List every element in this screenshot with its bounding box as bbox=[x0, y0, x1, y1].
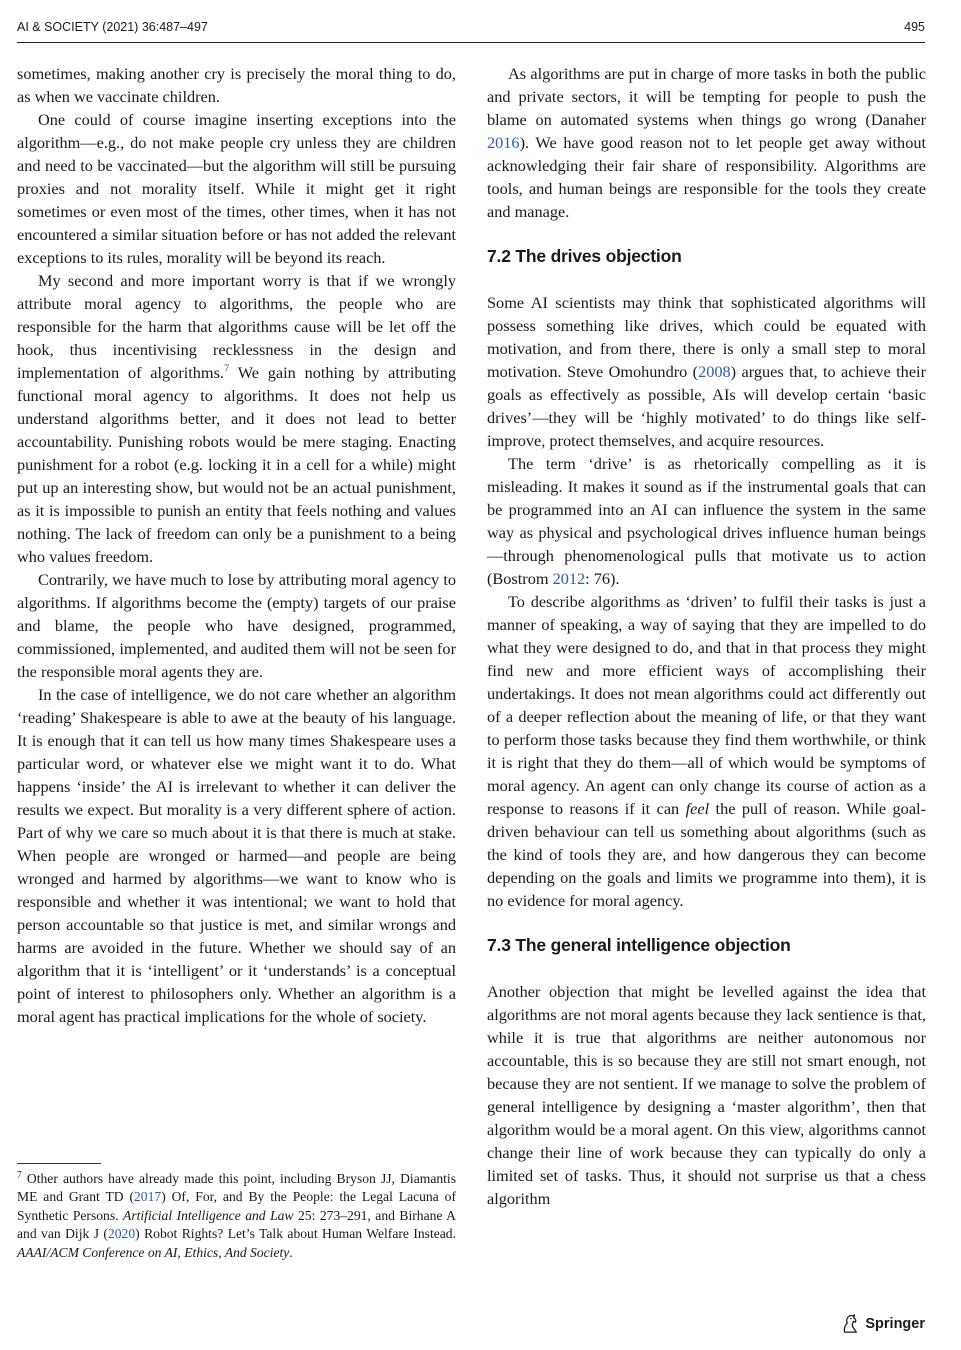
citation-link[interactable]: 2012 bbox=[552, 569, 586, 588]
footnote-text: . bbox=[289, 1244, 293, 1260]
footnote bbox=[17, 1170, 456, 1262]
paragraph: In the case of intelligence, we do not care whether an algorithm ‘reading’ Shakespeare is able to awe at the beauty of his language. It is enough that it can tell us how many times Shakespeare uses a particular word, or whatever else we might want it to do. What happens ‘inside’ the AI is irrelevant to whether it can deliver the results we expect. But morality is a very different sphere of action. Part of why we care so much about it is that there is much at stake. When people are wronged or harmed—and people are being wronged and harmed by algorithms—we want to know who is responsible and whether it was intentional; we want to hold that person accountable so that justice is met, and similar wrongs and harms are avoided in the future. Whether we should say of an algorithm that it is ‘intelligent’ or it ‘understands’ is a conceptual point of interest to philosophers only. Whether an algorithm is a moral agent has practical implications for the whole of society. bbox=[17, 685, 456, 1026]
running-header bbox=[17, 18, 925, 43]
emphasis: feel bbox=[685, 799, 710, 818]
citation-link[interactable]: 2020 bbox=[107, 1226, 136, 1242]
journal-citation: AI & SOCIETY (2021) 36:487–497 bbox=[17, 20, 208, 34]
paragraph: Contrarily, we have much to lose by attributing moral agency to algorithms. If algorithms become the (empty) targets of our praise and blame, the people who have designed, programmed, commissioned, implemented, and audited them will not be seen for the responsible moral agents they are. bbox=[17, 570, 456, 681]
citation-link[interactable]: 2016 bbox=[487, 133, 520, 152]
footnote-text: ) Of, For, and By the People: the Legal Lacuna of Synthetic Persons. bbox=[17, 1189, 456, 1223]
paragraph bbox=[487, 452, 926, 590]
paragraph-text: My second and more important worry is that if we wrongly attribute moral agency to algorithms, the people who are responsible for the harm that algorithms cause will be let off the hook, thus incentivising recklessness in the design and implementation of algorithms. bbox=[17, 271, 456, 382]
paragraph-text: ) argues that, to achieve their goals as effectively as possible, AIs will develop certain ‘basic drives’—they will be ‘highly motivated’ to do things like self-improve, protect themselves, and acquire resources. bbox=[487, 362, 926, 450]
paragraph bbox=[487, 62, 926, 223]
footnote-text: ) Robot Rights? Let’s Talk about Human Welfare Instead. bbox=[135, 1226, 456, 1242]
footnote-divider bbox=[17, 1163, 101, 1164]
section-heading-7-2: 7.2 The drives objection bbox=[487, 246, 682, 266]
page-number: 495 bbox=[904, 20, 925, 34]
paragraph-text: : 76). bbox=[585, 569, 620, 588]
paragraph bbox=[17, 269, 456, 568]
paragraph: sometimes, making another cry is precisely the moral thing to do, as when we vaccinate children. bbox=[17, 64, 456, 106]
left-column bbox=[17, 62, 456, 1028]
footnote-text: 25: 273–291, and Birhane A and van Dijk J ( bbox=[17, 1207, 456, 1242]
springer-horse-icon bbox=[841, 1314, 859, 1334]
section-heading-7-3: 7.3 The general intelligence objection bbox=[487, 935, 791, 955]
paragraph bbox=[487, 291, 926, 452]
paragraph-text: Some AI scientists may think that sophisticated algorithms will possess something like drives, which could be equated with motivation, and from there, there is only a small step to moral motivation. Steve Omohundro ( bbox=[487, 293, 926, 381]
paragraph-text: To describe algorithms as ‘driven’ to fulfil their tasks is just a manner of speaking, a way of saying that they are impelled to do what they were designed to do, and that in that process they might find new and more efficient ways of accomplishing their undertakings. It does not mean algorithms could act differently out of a deeper reflection about the meaning of life, or that they want to perform those tasks because they find them worthwhile, or think it is right that they do them—all of which would be symptoms of moral agency. An agent can only change its course of action as a response to reasons if it can bbox=[487, 592, 926, 818]
citation-link[interactable]: 2008 bbox=[698, 362, 731, 381]
publisher-logo bbox=[841, 1314, 925, 1334]
paragraph-text: ). We have good reason not to let people get away without acknowledging their fair share of responsibility. Algorithms are tools, and human beings are responsible for the tools they create and manage. bbox=[487, 133, 926, 221]
paragraph: One could of course imagine inserting exceptions into the algorithm—e.g., do not make people cry unless they are children and need to be vaccinated—but the algorithm will still be pursuing proxies and not morality itself. While it might get it right sometimes or even most of the times, other times, when it has not encountered a similar situation before or has not added the relevant exceptions to its rules, morality will be beyond its reach. bbox=[17, 110, 456, 267]
citation-link[interactable]: 2017 bbox=[134, 1189, 162, 1205]
paragraph: Another objection that might be levelled against the idea that algorithms are not moral agents because they lack sentience is that, while it is true that algorithms are neither autonomous nor accountable, this is so because they are still not smart enough, not because they are not sentient. If we manage to solve the problem of general intelligence by designing a ‘master algorithm’, then that algorithm would be a moral agent. On this view, algorithms cannot change their line of work because they can typically do only a limited set of tasks. Thus, it should not surprise us that a chess algorithm bbox=[487, 982, 926, 1208]
paragraph-text: the pull of reason. While goal-driven behaviour can tell us something about algorithms (such as the kind of tools they are, and how dangerous they can become depending on the goals and limits we programme into them), it is no evidence for moral agency. bbox=[487, 799, 926, 910]
journal-title: Artificial Intelligence and Law bbox=[123, 1207, 294, 1223]
paragraph-text: We gain nothing by attributing functional moral agency to algorithms. It does not help us understand algorithms better, and it does not lead to better accountability. Punishing robots would be mere staging. Enacting punishment for a robot (e.g. locking it in a cell for a while) might put up an interesting show, but would not be an actual punishment, as it is impossible to punish an entity that feels nothing and values nothing. The lack of freedom can only be a punishment to a being who values freedom. bbox=[17, 363, 456, 566]
footnote-number: 7 bbox=[17, 1170, 22, 1181]
paragraph-text: The term ‘drive’ is as rhetorically compelling as it is misleading. It makes it sound as if the instrumental goals that can be programmed into an AI can influence the system in the same way as physical and psychological drives influence human beings—through phenomenological pulls that motivate us to action (Bostrom bbox=[487, 454, 926, 588]
conference-title: AAAI/ACM Conference on AI, Ethics, And Society bbox=[17, 1244, 290, 1260]
paragraph bbox=[487, 590, 926, 912]
footnote-text: Other authors have already made this point, including Bryson JJ, Diamantis ME and Grant TD ( bbox=[17, 1171, 456, 1205]
publisher-name: Springer bbox=[865, 1316, 925, 1332]
paragraph-text: As algorithms are put in charge of more tasks in both the public and private sectors, it will be tempting for people to push the blame on automated systems when things go wrong (Danaher bbox=[487, 64, 926, 129]
footnote-reference-link[interactable]: 7 bbox=[224, 363, 230, 375]
right-column bbox=[487, 62, 926, 1210]
